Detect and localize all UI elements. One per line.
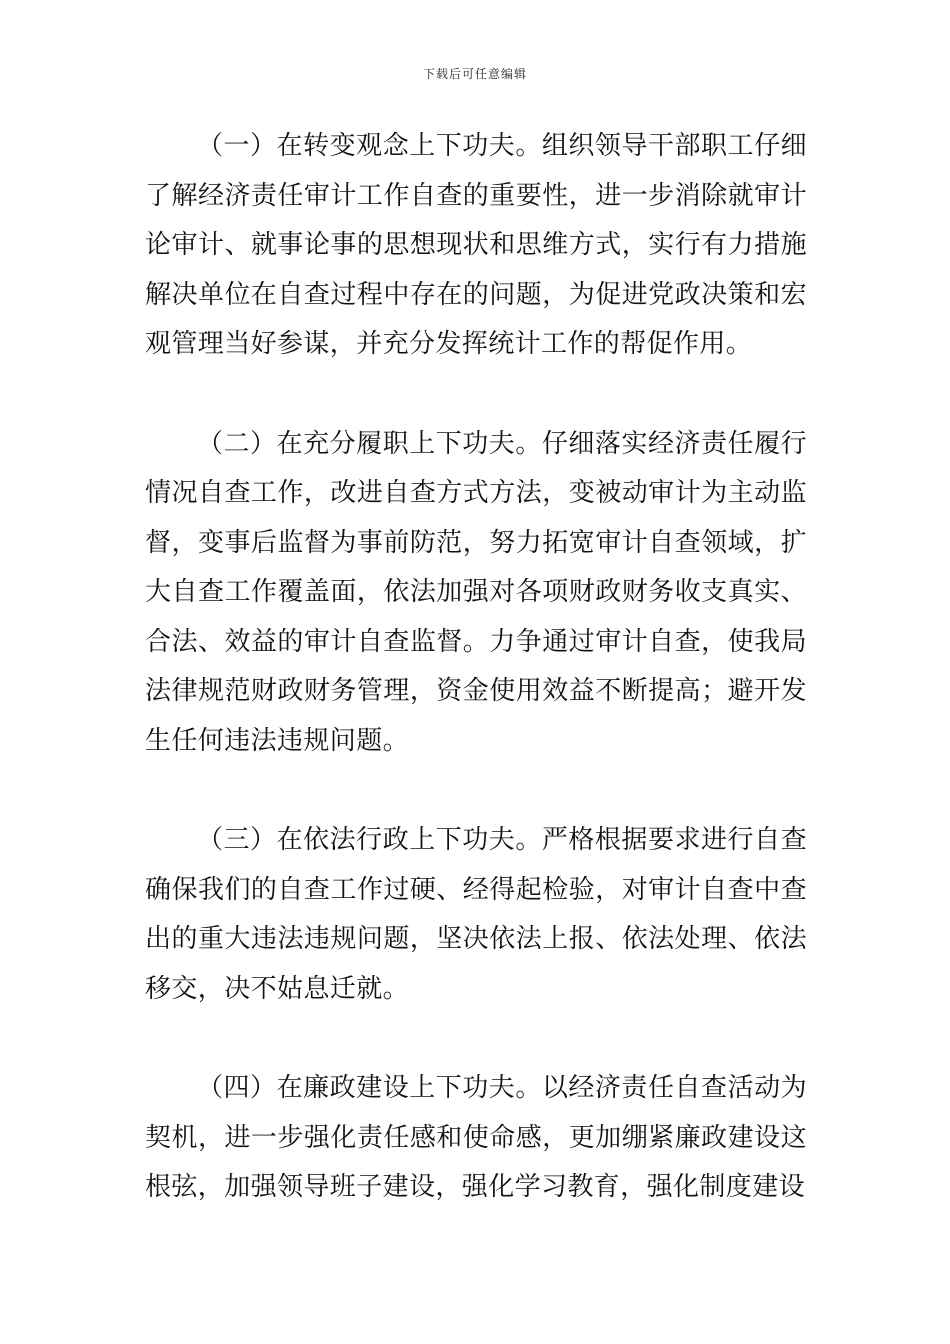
paragraph-2: （二）在充分履职上下功夫。仔细落实经济责任履行情况自查工作，改进自查方式方法，变被动审计为主动监督，变事后监督为事前防范，努力拓宽审计自查领域，扩大自查工作覆盖面，依法加强对各项财政财务收支真实、合法、效益的审计自查监督。力争通过审计自查，使我局法律规范财政财务管理，资金使用效益不断提高；避开发生任何违法违规问题。 — [145, 428, 807, 756]
paragraph-3: （三）在依法行政上下功夫。严格根据要求进行自查确保我们的自查工作过硬、经得起检验，对审计自查中查出的重大违法违规问题，坚决依法上报、依法处理、依法移交，决不姑息迁就。 — [145, 825, 807, 1004]
paragraph-4: （四）在廉政建设上下功夫。以经济责任自查活动为契机，进一步强化责任感和使命感，更加绷紧廉政建设这根弦，加强领导班子建设，强化学习教育，强化制度建设 — [145, 1073, 807, 1202]
page-header-note: 下载后可任意编辑 — [422, 67, 527, 81]
document-body — [145, 122, 807, 1263]
paragraph-1: （一）在转变观念上下功夫。组织领导干部职工仔细了解经济责任审计工作自查的重要性，进一步消除就审计论审计、就事论事的思想现状和思维方式，实行有力措施解决单位在自查过程中存在的问题，为促进党政决策和宏观管理当好参谋，并充分发挥统计工作的帮促作用。 — [145, 131, 807, 359]
